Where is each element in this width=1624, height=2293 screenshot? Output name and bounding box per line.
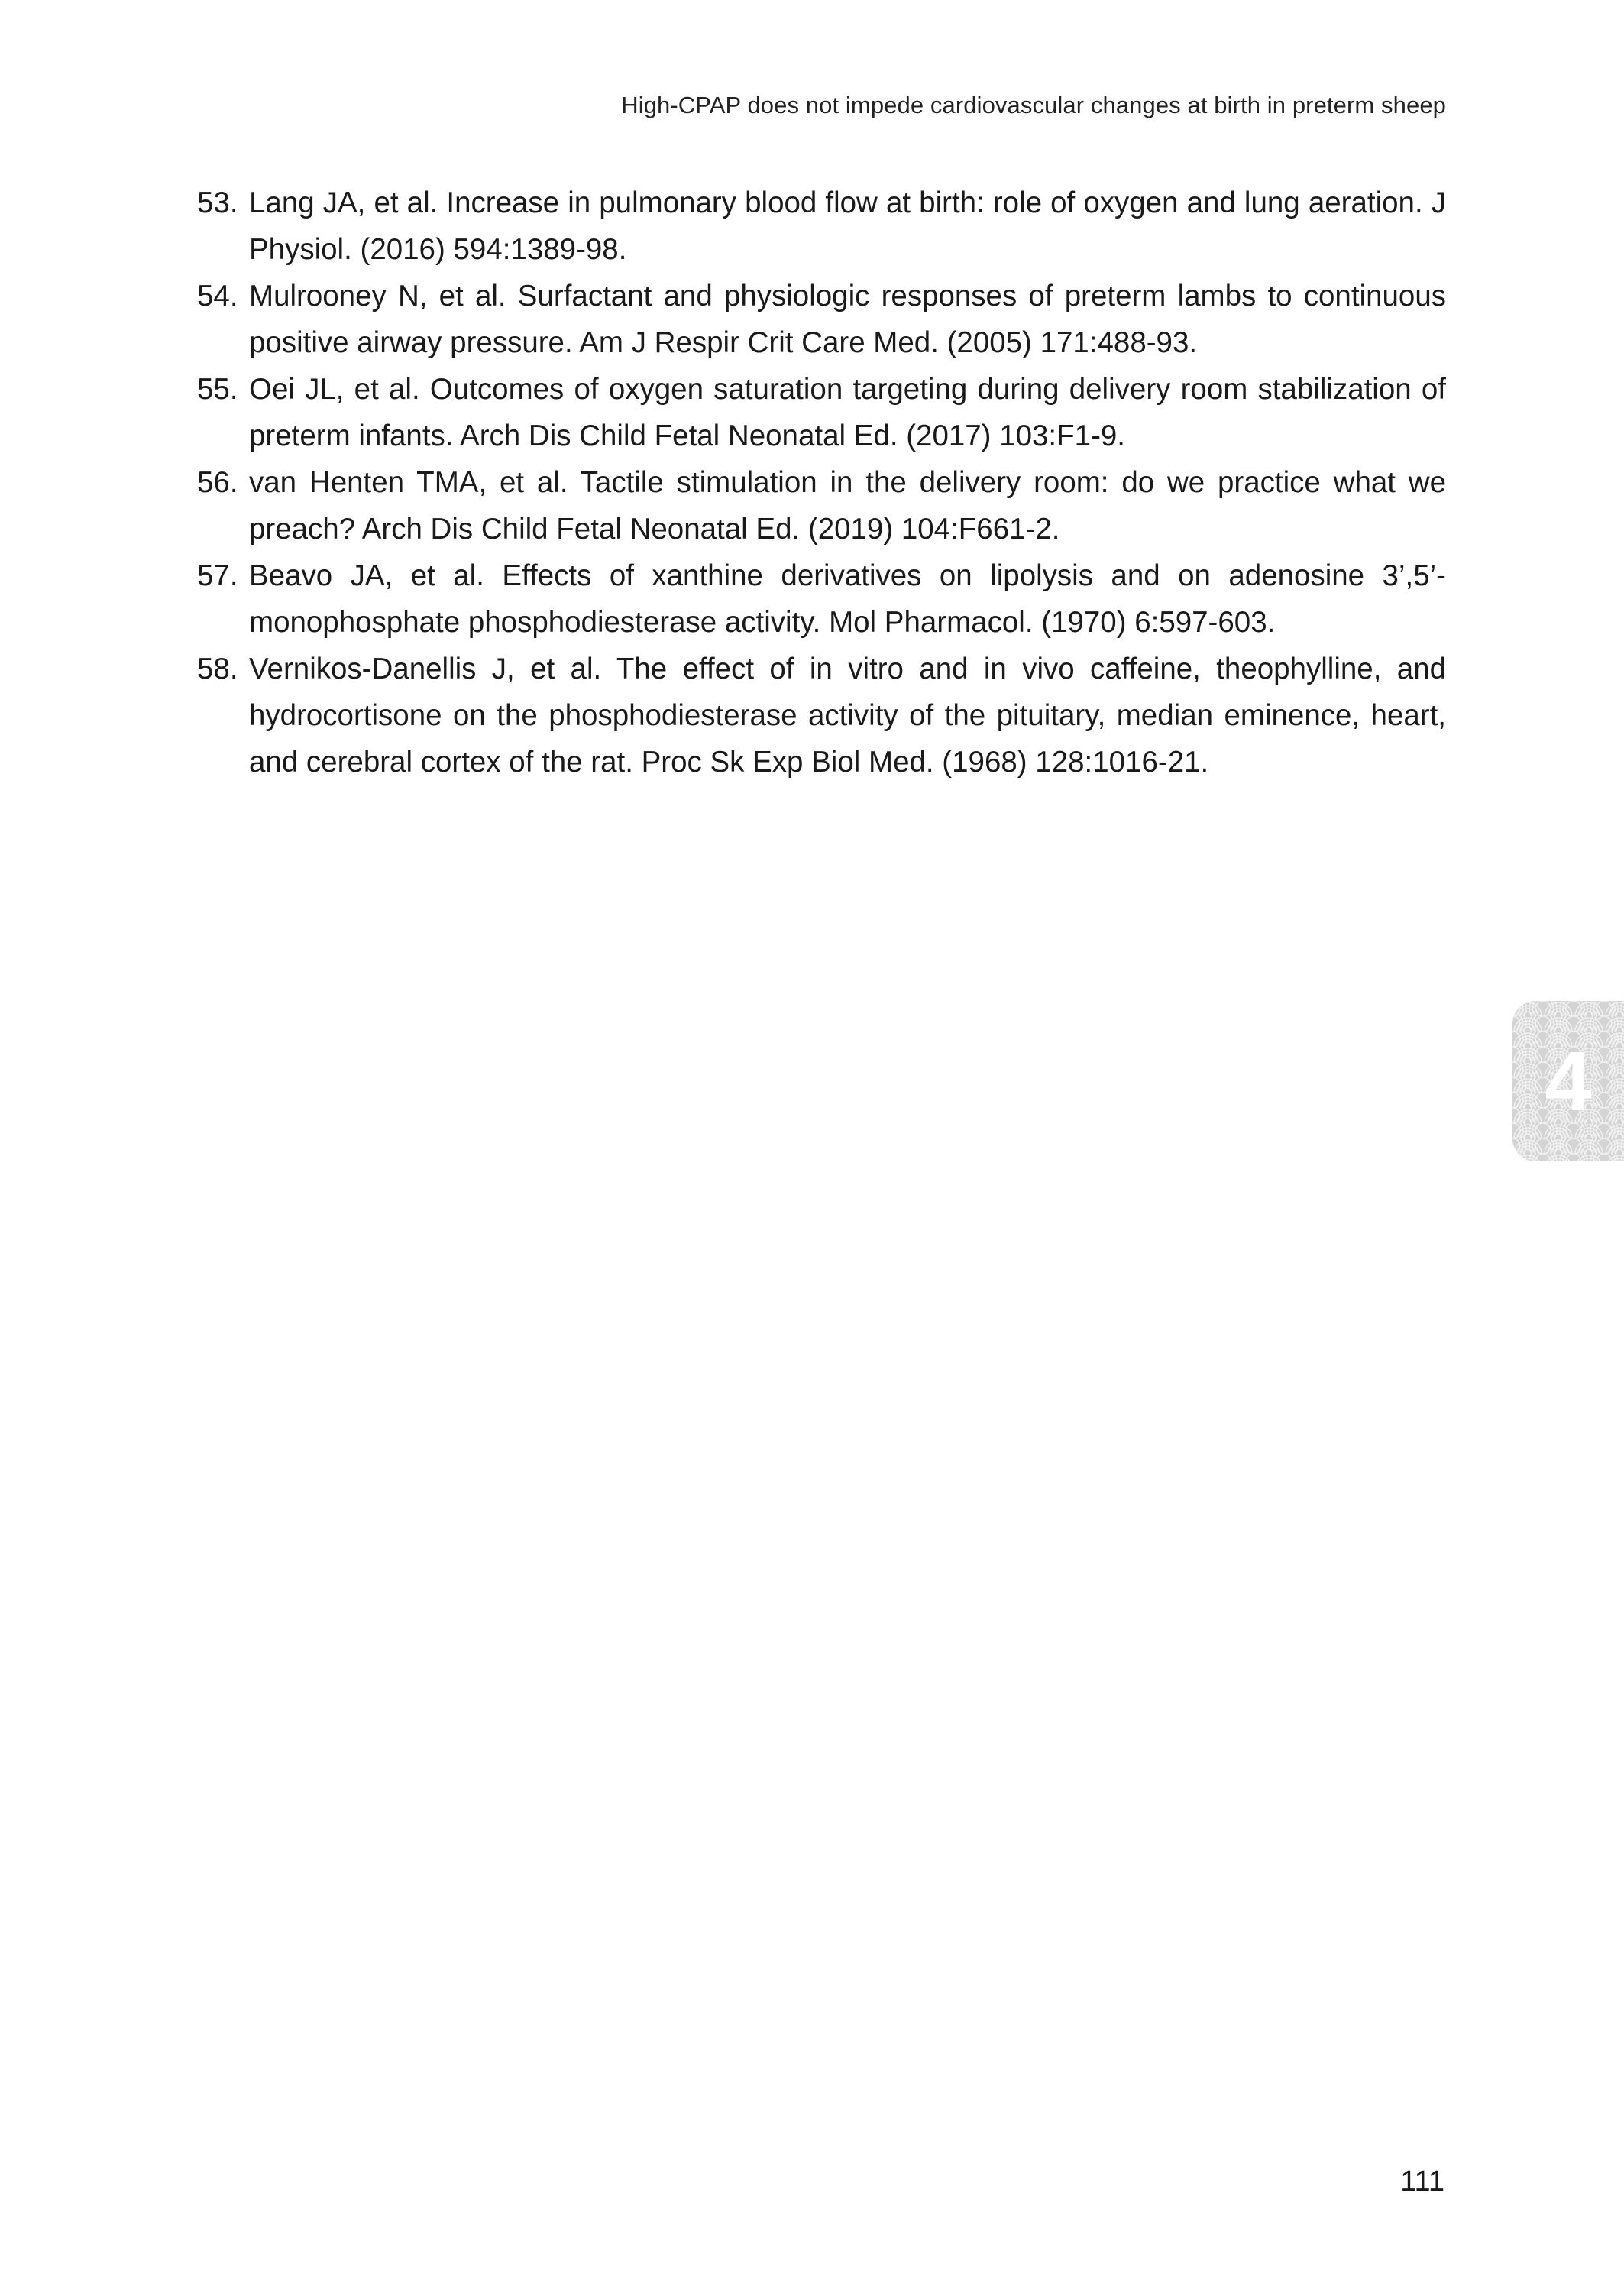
reference-number: 53. [197,186,238,219]
reference-list [197,180,1446,785]
reference-text: Oei JL, et al. Outcomes of oxygen saturation targeting during delivery room stabilization of preterm infants. Arch Dis Child Fetal Neonatal Ed. (2017) 103:F1-9. [249,373,1446,452]
reference-item [197,552,1446,646]
reference-text: Vernikos-Danellis J, et al. The effect of in vitro and in vivo caffeine, theophylline, and hydrocortisone on the phosphodiesterase activity of the pituitary, median eminence, heart, and cerebral cortex of the rat. Proc Sk Exp Biol Med. (1968) 128:1016-21. [249,653,1446,779]
reference-item [197,459,1446,552]
page-number: 111 [1400,2165,1444,2197]
reference-text: Beavo JA, et al. Effects of xanthine derivatives on lipolysis and on adenosine 3’,5’-monophosphate phosphodiesterase activity. Mol Pharmacol. (1970) 6:597-603. [249,559,1446,639]
reference-number: 55. [197,373,238,406]
reference-text: van Henten TMA, et al. Tactile stimulation in the delivery room: do we practice what we preach? Arch Dis Child Fetal Neonatal Ed. (2019) 104:F661-2. [249,466,1446,546]
chapter-tab [1512,1001,1624,1161]
reference-item [197,273,1446,366]
chapter-number: 4 [1545,1034,1592,1129]
reference-number: 58. [197,653,238,685]
reference-item [197,366,1446,459]
reference-text: Lang JA, et al. Increase in pulmonary blood flow at birth: role of oxygen and lung aeration. J Physiol. (2016) 594:1389-98. [249,186,1446,266]
running-header: High-CPAP does not impede cardiovascular changes at birth in preterm sheep [621,92,1446,118]
reference-number: 56. [197,466,238,499]
reference-number: 54. [197,280,238,313]
reference-number: 57. [197,559,238,592]
reference-text: Mulrooney N, et al. Surfactant and physiologic responses of preterm lambs to continuous positive airway pressure. Am J Respir Crit Care Med. (2005) 171:488-93. [249,280,1446,359]
reference-item [197,180,1446,273]
reference-item [197,646,1446,785]
